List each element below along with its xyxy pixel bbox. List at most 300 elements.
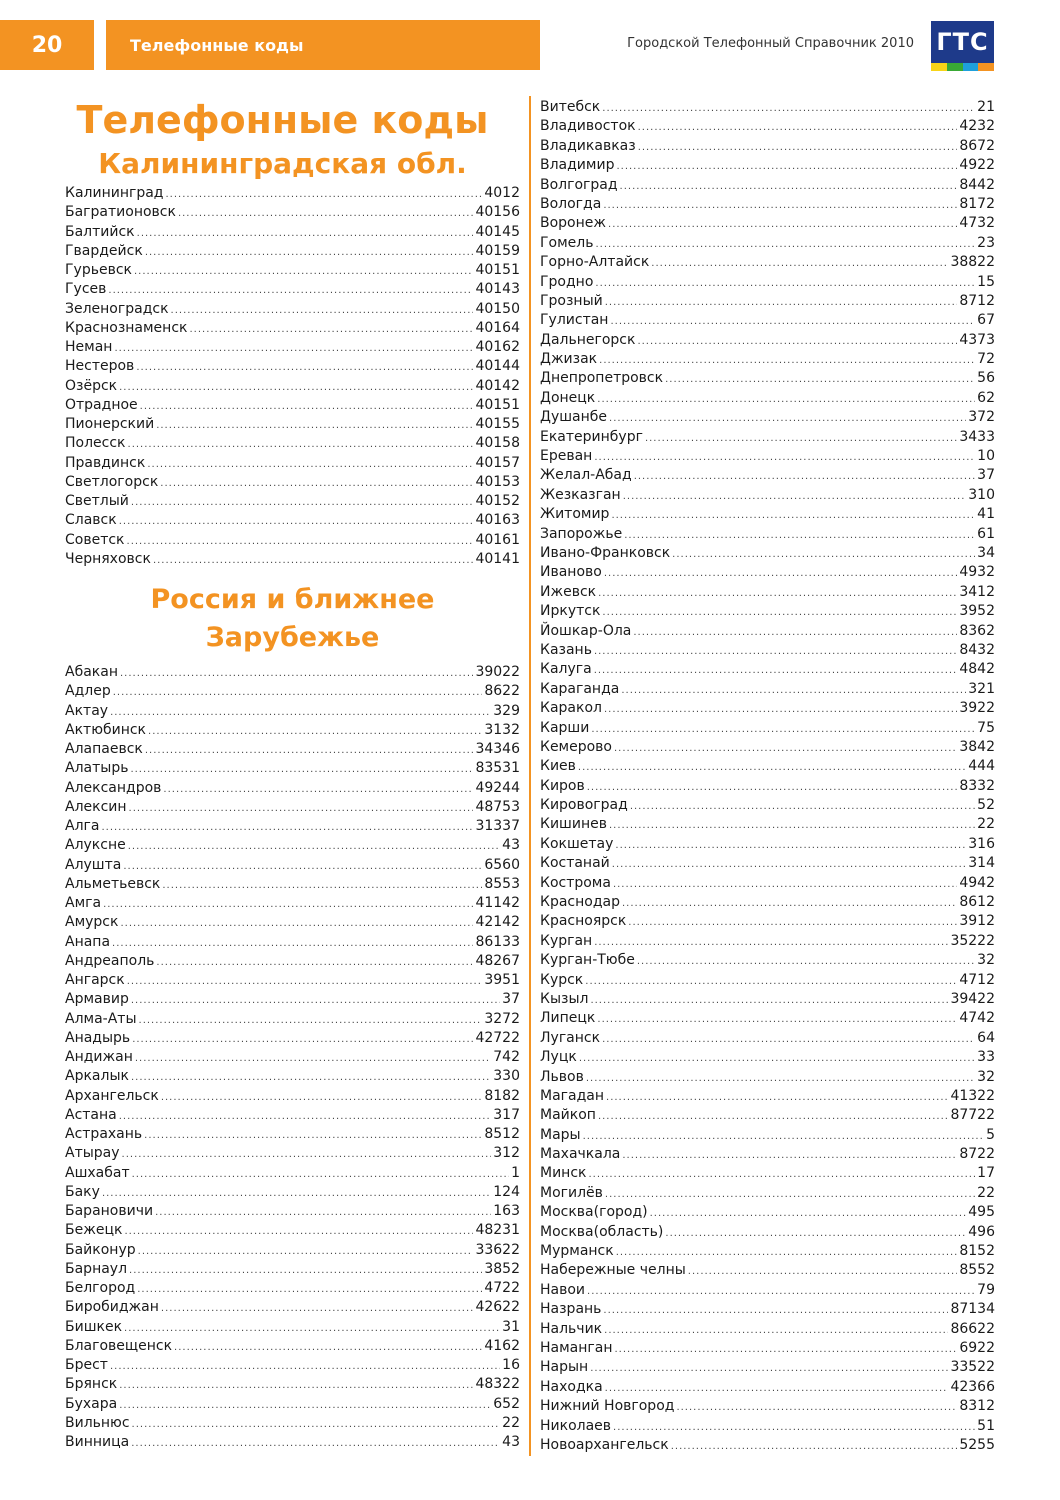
dot-leader [135, 1049, 491, 1068]
phone-code: 3842 [959, 738, 995, 755]
city-name: Костанай [540, 855, 610, 872]
list-item [65, 1221, 520, 1240]
phone-code: 40157 [475, 454, 520, 471]
phone-code: 6560 [484, 856, 520, 873]
city-name: Баку [65, 1183, 100, 1200]
dot-leader [129, 1261, 482, 1280]
city-name: Калуга [540, 661, 592, 678]
phone-code: 8512 [484, 1126, 520, 1142]
dot-leader [153, 551, 474, 570]
dot-leader [604, 564, 958, 583]
phone-code: 40152 [475, 493, 520, 509]
dot-leader [189, 320, 473, 339]
phone-code: 4742 [959, 1010, 995, 1027]
phone-code: 67 [977, 312, 995, 329]
dot-leader [613, 875, 957, 894]
city-name: Барановичи [65, 1203, 154, 1219]
phone-code: 83531 [475, 760, 520, 777]
list-item [65, 663, 520, 682]
phone-code: 4932 [959, 564, 995, 581]
city-name: Киров [540, 777, 585, 794]
list-item [65, 1241, 520, 1260]
phone-code: 8552 [959, 1262, 995, 1279]
dot-leader [174, 1338, 482, 1357]
dot-leader [103, 895, 473, 914]
phone-code: 4162 [484, 1337, 520, 1354]
city-name: Запорожье [540, 525, 623, 542]
phone-code: 48267 [475, 952, 520, 969]
list-item [65, 319, 520, 338]
list-item [540, 796, 995, 815]
list-item [540, 1087, 995, 1106]
city-name: Ереван [540, 448, 593, 465]
dot-leader [602, 99, 975, 118]
city-name: Луцк [540, 1049, 577, 1066]
phone-code: 742 [493, 1049, 520, 1065]
phone-code: 35222 [950, 932, 995, 949]
city-name: Неман [65, 339, 113, 355]
city-name: Вологда [540, 195, 602, 212]
city-name: Иваново [540, 564, 602, 581]
list-item [540, 583, 995, 602]
russia-heading-line2: Зарубежье [205, 622, 380, 653]
dot-leader [120, 914, 473, 933]
city-name: Алапаевск [65, 741, 143, 757]
phone-code: 40156 [475, 204, 520, 221]
dot-leader [650, 1204, 967, 1223]
phone-code: 4722 [484, 1280, 520, 1296]
city-name: Анапа [65, 933, 111, 950]
logo-stripes [931, 63, 994, 71]
section-title: Телефонные коды [106, 20, 540, 70]
phone-code: 5 [986, 1126, 995, 1143]
list-item [540, 602, 995, 621]
dot-leader [156, 953, 473, 972]
dot-leader [130, 760, 473, 779]
dot-leader [604, 700, 957, 719]
dot-leader [672, 545, 975, 564]
list-item [540, 234, 995, 253]
dot-leader [131, 1434, 500, 1453]
phone-code: 312 [493, 1145, 520, 1162]
city-name: Алексин [65, 798, 127, 815]
list-item [540, 660, 995, 679]
dot-leader [108, 281, 473, 300]
city-name: Могилёв [540, 1184, 603, 1201]
phone-code: 23 [977, 234, 995, 251]
dot-leader [178, 204, 474, 223]
phone-code: 33 [977, 1049, 995, 1066]
phone-code: 3952 [959, 603, 995, 620]
dot-leader [623, 487, 967, 506]
list-item [65, 836, 520, 855]
list-item [540, 932, 995, 951]
dot-leader [101, 818, 473, 837]
phone-code: 8182 [484, 1087, 520, 1104]
dot-leader [587, 1282, 975, 1301]
list-item [65, 377, 520, 396]
phone-code: 51 [977, 1417, 995, 1434]
phone-code: 3412 [959, 583, 995, 600]
city-name: Абакан [65, 664, 118, 680]
dot-leader [590, 1359, 948, 1378]
city-name: Махачкала [540, 1146, 621, 1163]
page-title: Телефонные коды [76, 98, 489, 142]
list-item [540, 447, 995, 466]
city-name: Бухара [65, 1395, 118, 1412]
list-item [540, 1184, 995, 1203]
dot-leader [127, 972, 483, 991]
dot-leader [160, 474, 473, 493]
phone-code: 79 [977, 1281, 995, 1298]
city-name: Кишинев [540, 816, 607, 833]
city-name: Желал-Абад [540, 467, 632, 484]
dot-leader [171, 301, 474, 320]
city-name: Киев [540, 758, 576, 775]
dot-leader [145, 243, 474, 262]
phone-code: 40144 [475, 358, 520, 375]
dot-leader [119, 1396, 491, 1415]
city-name: Витебск [540, 99, 601, 115]
list-item [65, 396, 520, 415]
city-name: Казань [540, 641, 592, 658]
city-name: Бежецк [65, 1222, 123, 1239]
list-item [540, 1106, 995, 1125]
city-name: Ангарск [65, 972, 125, 988]
list-item [540, 176, 995, 195]
dot-leader [127, 532, 474, 551]
list-item [65, 1356, 520, 1375]
city-name: Отрадное [65, 396, 138, 413]
city-name: Багратионовск [65, 204, 176, 221]
city-name: Амурск [65, 914, 119, 931]
list-item [65, 1029, 520, 1048]
list-item [65, 550, 520, 569]
phone-code: 444 [968, 758, 995, 775]
dot-leader [595, 235, 975, 254]
dot-leader [594, 661, 958, 680]
dot-leader [578, 758, 966, 777]
phone-code: 8152 [959, 1243, 995, 1260]
list-item [540, 505, 995, 524]
list-item [540, 1358, 995, 1377]
dot-leader [156, 416, 473, 435]
phone-code: 40143 [475, 281, 520, 298]
list-item [65, 913, 520, 932]
list-item [65, 1048, 520, 1067]
city-name: Славск [65, 512, 117, 529]
phone-code: 34346 [475, 741, 520, 757]
list-item [65, 740, 520, 759]
dot-leader [119, 512, 474, 531]
phone-code: 4232 [959, 118, 995, 135]
city-name: Астрахань [65, 1126, 143, 1142]
city-name: Назрань [540, 1301, 602, 1318]
dot-leader [590, 991, 948, 1010]
list-item [540, 990, 995, 1009]
city-name: Балтийск [65, 223, 135, 240]
phone-code: 48231 [475, 1222, 520, 1239]
phone-code: 4712 [959, 971, 995, 988]
list-item [65, 1414, 520, 1433]
city-name: Бишкек [65, 1318, 123, 1335]
phone-code: 40153 [475, 473, 520, 490]
list-item [65, 721, 520, 740]
list-item [65, 338, 520, 357]
list-item [65, 1202, 520, 1221]
phone-code: 321 [968, 680, 995, 697]
phone-code: 31337 [475, 818, 520, 834]
list-item [540, 563, 995, 582]
dot-leader [594, 933, 948, 952]
list-item [65, 682, 520, 701]
phone-code: 72 [977, 351, 995, 368]
phone-code: 32 [977, 952, 995, 969]
phone-code: 41322 [950, 1087, 995, 1104]
city-name: Николаев [540, 1417, 612, 1434]
city-name: Грозный [540, 292, 603, 309]
phone-code: 316 [968, 835, 995, 852]
list-item [540, 893, 995, 912]
phone-code: 3912 [959, 913, 995, 930]
city-name: Джизак [540, 351, 598, 368]
kaliningrad-code-list [65, 184, 520, 569]
phone-code: 8432 [959, 641, 995, 658]
dot-leader [604, 1321, 948, 1340]
list-item [540, 719, 995, 738]
list-item [65, 933, 520, 952]
list-item [540, 350, 995, 369]
city-name: Иркутск [540, 603, 601, 620]
list-item [540, 137, 995, 156]
city-name: Адлер [65, 683, 111, 700]
city-name: Советск [65, 531, 125, 548]
list-item [540, 1164, 995, 1183]
phone-code: 3922 [959, 700, 995, 717]
city-name: Алушта [65, 856, 122, 873]
dot-leader [119, 1107, 492, 1126]
dot-leader [603, 196, 957, 215]
dot-leader [614, 739, 957, 758]
right-column [540, 98, 995, 1455]
phone-code: 21 [977, 99, 995, 115]
list-item [540, 214, 995, 233]
dot-leader [586, 1069, 975, 1088]
dot-leader [599, 351, 975, 370]
phone-code: 652 [493, 1395, 520, 1412]
list-item [65, 473, 520, 492]
phone-code: 8553 [484, 875, 520, 892]
dot-leader [598, 1107, 949, 1126]
list-item [540, 1009, 995, 1028]
phone-code: 42722 [475, 1029, 520, 1046]
list-item [65, 759, 520, 778]
list-item [65, 415, 520, 434]
list-item [65, 875, 520, 894]
phone-code: 329 [493, 702, 520, 719]
city-name: Брянск [65, 1376, 118, 1393]
dot-leader [134, 262, 473, 281]
city-name: Гродно [540, 273, 594, 290]
dot-leader [165, 185, 482, 204]
list-item [540, 525, 995, 544]
publication-title: Городской Телефонный Справочник 2010 [627, 36, 914, 51]
phone-code: 33522 [950, 1359, 995, 1376]
city-name: Находка [540, 1378, 603, 1395]
list-item [540, 1378, 995, 1397]
list-item [65, 1087, 520, 1106]
list-item [65, 184, 520, 203]
dot-leader [148, 722, 482, 741]
list-item [65, 798, 520, 817]
phone-code: 38822 [950, 254, 995, 271]
phone-code: 37 [502, 991, 520, 1008]
city-name: Гвардейск [65, 242, 143, 259]
dot-leader [128, 435, 474, 454]
city-name: Алатырь [65, 760, 129, 777]
phone-code: 40159 [475, 242, 520, 259]
list-item [65, 1125, 520, 1144]
dot-leader [114, 339, 473, 358]
city-name: Анадырь [65, 1029, 131, 1046]
dot-leader [624, 526, 975, 545]
dot-leader [602, 603, 957, 622]
list-item [540, 486, 995, 505]
dot-leader [688, 1262, 958, 1281]
dot-leader [161, 1088, 483, 1107]
dot-leader [102, 1184, 491, 1203]
phone-code: 8712 [959, 292, 995, 309]
dot-leader [645, 429, 957, 448]
dot-leader [615, 1340, 958, 1359]
city-name: Брест [65, 1357, 108, 1373]
phone-code: 40151 [475, 262, 520, 278]
city-name: Караганда [540, 680, 620, 697]
list-item [540, 253, 995, 272]
list-item [540, 1048, 995, 1067]
phone-code: 22 [977, 1184, 995, 1201]
city-name: Ашхабат [65, 1164, 130, 1181]
phone-code: 49244 [475, 779, 520, 796]
list-item [540, 408, 995, 427]
phone-code: 64 [977, 1029, 995, 1046]
city-name: Житомир [540, 506, 610, 523]
dot-leader [124, 1222, 473, 1241]
phone-code: 310 [968, 486, 995, 503]
list-item [540, 292, 995, 311]
list-item [540, 1320, 995, 1339]
city-name: Дальнегорск [540, 331, 636, 348]
list-item [540, 1223, 995, 1242]
list-item [540, 1436, 995, 1455]
dot-leader [633, 623, 957, 642]
dot-leader [628, 913, 957, 932]
dot-leader [606, 1088, 948, 1107]
list-item [540, 1145, 995, 1164]
list-item [540, 1281, 995, 1300]
list-item [540, 874, 995, 893]
list-item [65, 242, 520, 261]
dot-leader [579, 1049, 975, 1068]
list-item [65, 1298, 520, 1317]
city-name: Архангельск [65, 1087, 159, 1104]
phone-code: 40145 [475, 223, 520, 240]
page-header [0, 0, 1060, 90]
city-name: Йошкар-Ола [540, 622, 632, 639]
phone-code: 4922 [959, 157, 995, 174]
list-item [65, 1395, 520, 1414]
city-name: Жезказган [540, 486, 621, 503]
city-name: Черняховск [65, 550, 151, 567]
list-item [65, 357, 520, 376]
dot-leader [620, 177, 958, 196]
dot-leader [602, 1030, 975, 1049]
city-name: Мурманск [540, 1243, 614, 1260]
dot-leader [638, 138, 958, 157]
list-item [540, 1126, 995, 1145]
city-name: Аркалык [65, 1068, 129, 1085]
city-name: Кострома [540, 874, 611, 891]
dot-leader [123, 857, 482, 876]
phone-code: 34 [977, 544, 995, 561]
dot-leader [119, 378, 473, 397]
city-name: Алга [65, 818, 100, 834]
dot-leader [616, 1243, 958, 1262]
dot-leader [608, 215, 957, 234]
dot-leader [671, 1437, 958, 1456]
city-name: Новоархангельск [540, 1436, 669, 1453]
list-item [540, 1203, 995, 1222]
logo-text: ГТС [931, 21, 994, 63]
phone-code: 22 [977, 816, 995, 833]
dot-leader [616, 157, 957, 176]
city-name: Вильнюс [65, 1414, 130, 1431]
dot-leader [119, 1376, 473, 1395]
dot-leader [112, 934, 473, 953]
phone-code: 8722 [959, 1146, 995, 1163]
list-item [540, 544, 995, 563]
city-name: Владивосток [540, 118, 636, 135]
list-item [540, 680, 995, 699]
dot-leader [161, 1299, 474, 1318]
phone-code: 8442 [959, 176, 995, 193]
russia-code-list [65, 663, 520, 1452]
list-item [65, 702, 520, 721]
city-name: Озёрск [65, 377, 118, 394]
city-name: Нальчик [540, 1320, 603, 1337]
dot-leader [120, 664, 473, 683]
dot-leader [609, 816, 975, 835]
dot-leader [594, 448, 975, 467]
city-name: Волгоград [540, 176, 618, 193]
dot-leader [131, 991, 500, 1010]
left-column [65, 96, 520, 1452]
list-item [65, 1067, 520, 1086]
city-name: Амга [65, 895, 102, 911]
dot-leader [615, 836, 966, 855]
city-name: Нестеров [65, 358, 135, 375]
city-name: Винница [65, 1434, 130, 1450]
dot-leader [585, 972, 957, 991]
list-item [65, 492, 520, 511]
list-item [540, 273, 995, 292]
city-name: Кокшетау [540, 835, 614, 852]
phone-code: 330 [493, 1068, 520, 1085]
phone-code: 163 [493, 1203, 520, 1219]
phone-code: 496 [968, 1223, 995, 1240]
cities-code-list [540, 98, 995, 1455]
dot-leader [665, 1224, 966, 1243]
